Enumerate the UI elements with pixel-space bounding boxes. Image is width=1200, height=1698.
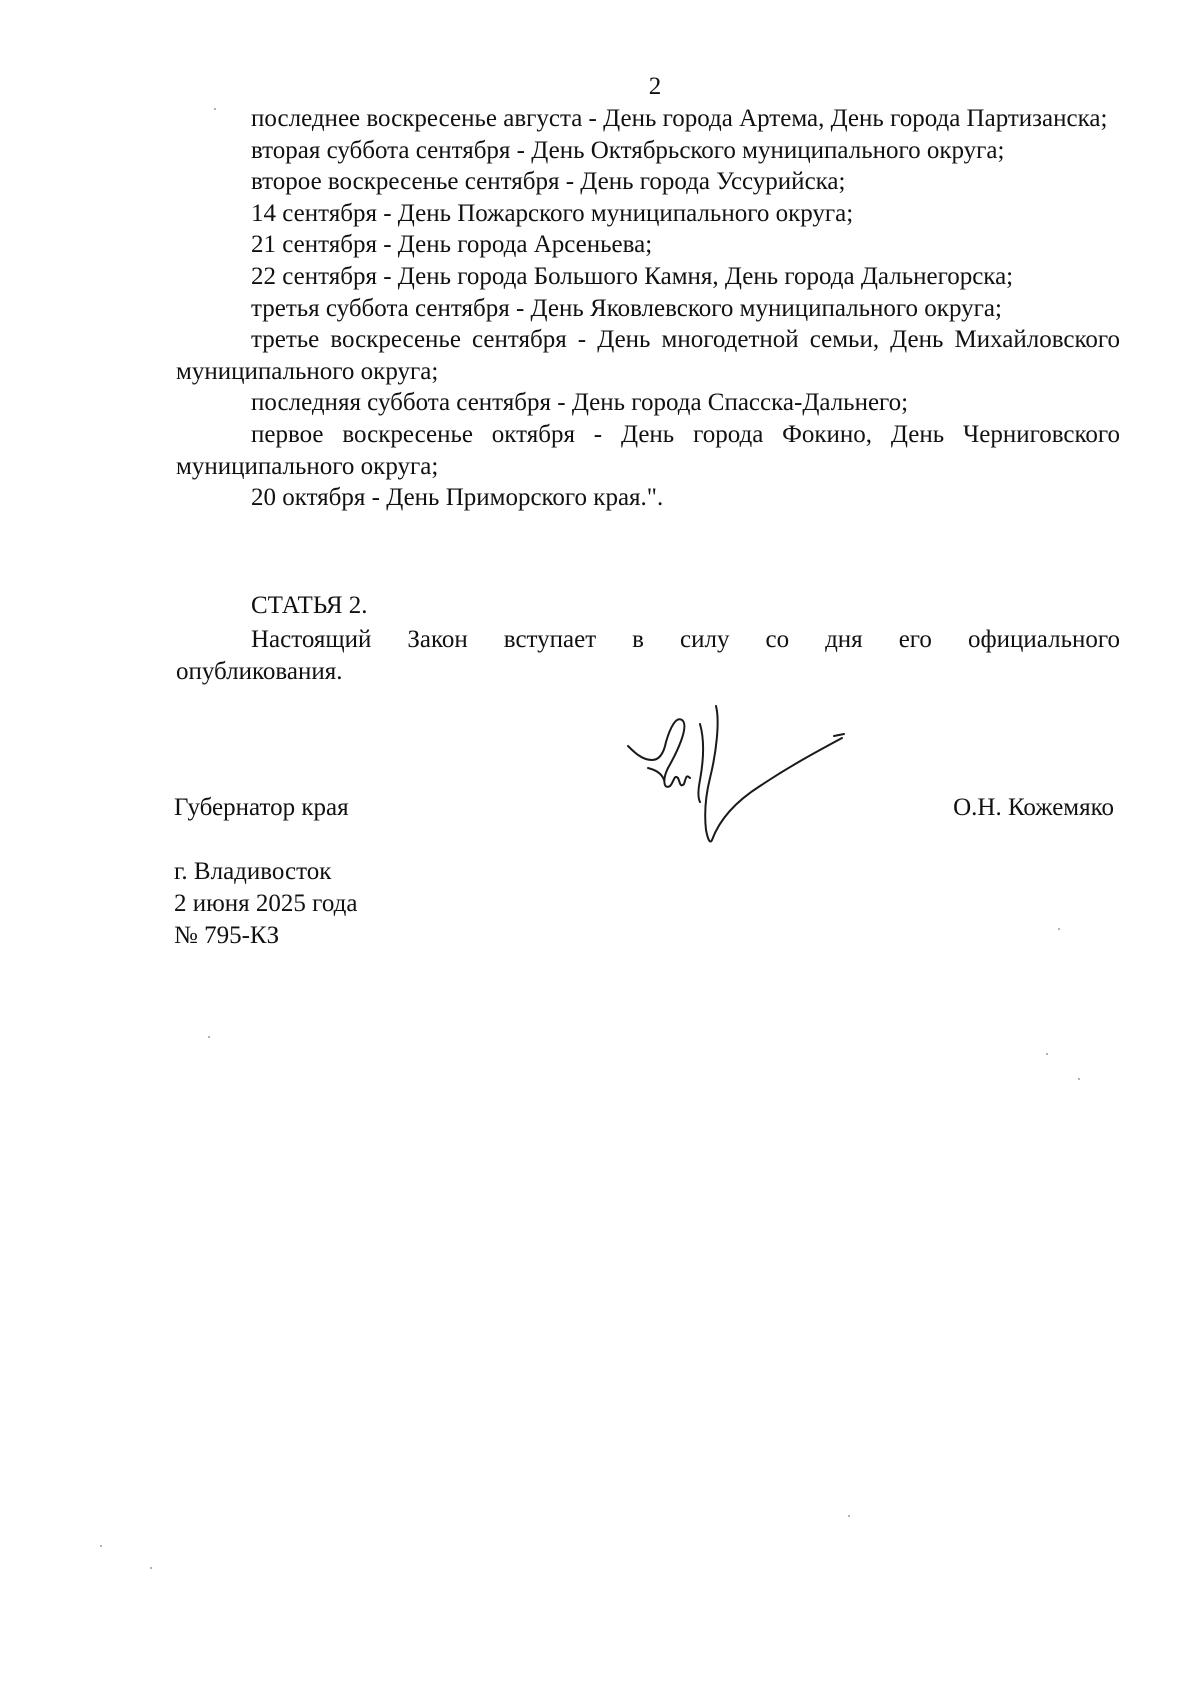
scan-speck bbox=[1046, 1053, 1048, 1055]
paragraph: первое воскресенье октября - День города Фокино, День Черниговского муниципального округа; bbox=[176, 420, 1120, 480]
paragraph: 14 сентября - День Пожарского муниципального округа; bbox=[251, 199, 854, 227]
paragraph: третья суббота сентября - День Яковлевского муниципального округа; bbox=[251, 294, 1002, 322]
scan-speck bbox=[214, 108, 216, 110]
paragraph: третье воскресенье сентября - День многодетной семьи, День Михайловского муниципального округа; bbox=[176, 326, 1120, 385]
date: 2 июня 2025 года bbox=[174, 890, 358, 917]
page-number: 2 bbox=[648, 73, 662, 100]
scan-speck bbox=[150, 1567, 152, 1569]
signatory-name: О.Н. Кожемяко bbox=[953, 794, 1114, 821]
handwritten-signature-icon bbox=[620, 694, 860, 864]
scan-speck bbox=[848, 1515, 850, 1517]
article-2 bbox=[176, 590, 1120, 688]
scan-speck bbox=[208, 1036, 210, 1038]
paragraph: последняя суббота сентября - День города Спасска-Дальнего; bbox=[251, 389, 909, 417]
scan-speck bbox=[100, 1545, 102, 1547]
law-number: № 795-КЗ bbox=[174, 922, 280, 949]
signatory-title: Губернатор края bbox=[174, 794, 349, 821]
paragraph: последнее воскресенье августа - День города Артема, День города Партизанска; bbox=[251, 105, 1108, 132]
place-date-block bbox=[174, 856, 357, 952]
paragraph: 21 сентября - День города Арсеньева; bbox=[251, 231, 653, 259]
article-text: Настоящий Закон вступает в силу со дня его официального опубликования. bbox=[176, 626, 1120, 685]
law-text-body bbox=[176, 103, 1120, 514]
paragraph: 20 октября - День Приморского края.". bbox=[251, 484, 664, 512]
city: г. Владивосток bbox=[174, 858, 332, 885]
paragraph: вторая суббота сентября - День Октябрьского муниципального округа; bbox=[251, 136, 1005, 164]
scan-speck bbox=[1078, 1078, 1080, 1080]
paragraph: 22 сентября - День города Большого Камня, День города Дальнегорска; bbox=[251, 262, 1014, 290]
paragraph: второе воскресенье сентября - День города Уссурийска; bbox=[251, 168, 846, 196]
scan-speck bbox=[1058, 928, 1060, 930]
article-heading: СТАТЬЯ 2. bbox=[251, 592, 368, 619]
